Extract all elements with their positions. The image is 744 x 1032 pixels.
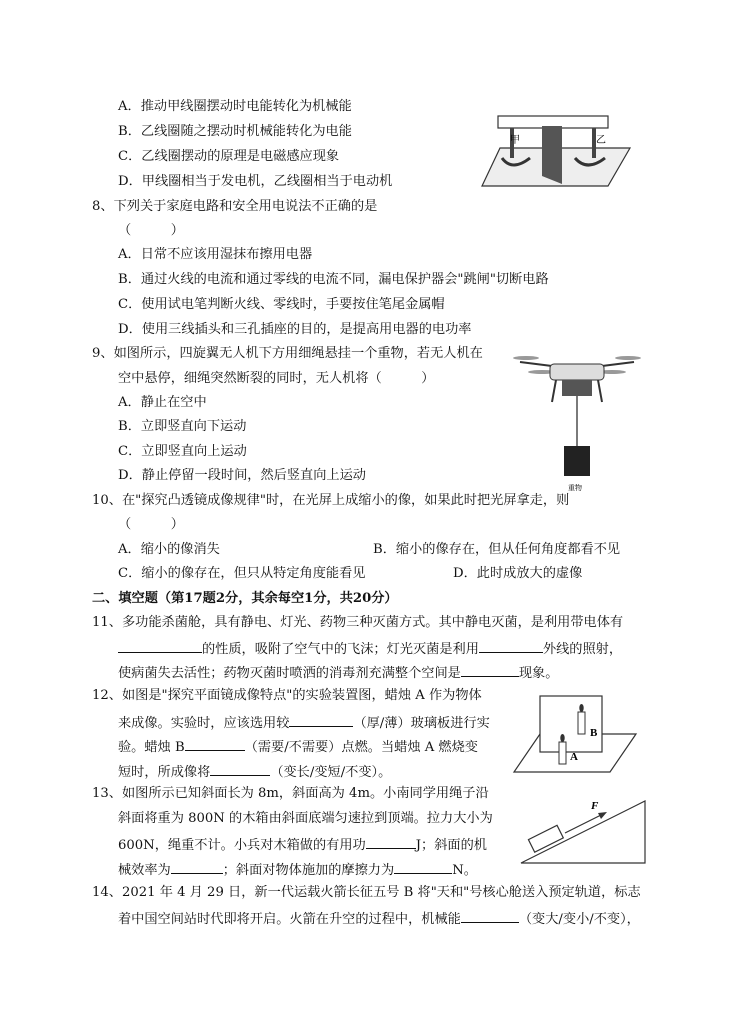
coil-label-jia: 甲 (510, 135, 520, 146)
q9-option-a: A．静止在空中 (118, 395, 207, 410)
q11-blank-1[interactable] (118, 638, 202, 653)
q7-option-a: A．推动甲线圈摆动时电能转化为机械能 (118, 99, 352, 114)
q7-option-d: D．甲线圈相当于发电机，乙线圈相当于电动机 (118, 174, 393, 189)
drone-weight-label: 重物 (568, 485, 582, 492)
q8-answer-paren: （ ） (118, 223, 184, 238)
q9-option-c: C．立即竖直向上运动 (118, 444, 247, 459)
q9-option-b: B．立即竖直向下运动 (118, 419, 247, 434)
q13-line1: 13、如图所示已知斜面长为 8m，斜面高为 4m。小南同学用绳子沿 (92, 786, 489, 801)
coil-label-yi: 乙 (596, 135, 606, 146)
q10-option-a: A．缩小的像消失 (118, 542, 220, 557)
q9-stem-line2: 空中悬停，细绳突然断裂的同时，无人机将（ ） (118, 371, 435, 386)
q12-blank-1[interactable] (289, 712, 353, 727)
q10-option-c: C．缩小的像存在，但只从特定角度能看见 (118, 566, 366, 581)
q10-option-d: D．此时成放大的虚像 (453, 566, 583, 581)
q14-line1: 14、2021 年 4 月 29 日，新一代运载火箭长征五号 B 将"天和"号核心舱送入预定轨道，标志 (92, 885, 641, 900)
q9-option-d: D．静止停留一段时间，然后竖直向上运动 (118, 468, 366, 483)
force-label: F (591, 800, 599, 812)
q13-line2: 斜面将重为 800N 的木箱由斜面底端匀速拉到顶端。拉力大小为 (118, 811, 493, 826)
q12-blank-2[interactable] (185, 736, 245, 751)
q11-line2: 的性质，吸附了空气中的飞沫；灯光灭菌是利用 外线的照射， (118, 638, 622, 659)
q14-blank-1[interactable] (461, 908, 519, 923)
incline-figure (515, 795, 655, 867)
q13-blank-2[interactable] (171, 859, 223, 874)
q10-stem: 10、在"探究凸透镜成像规律"时，在光屏上成缩小的像，如果此时把光屏拿走，则 (92, 493, 570, 508)
q8-option-a: A．日常不应该用湿抹布擦用电器 (118, 247, 313, 262)
q12-line2: 来成像。实验时，应该选用较 （厚/薄）玻璃板进行实 (118, 712, 490, 733)
q12-line3: 验。蜡烛 B （需要/不需要）点燃。当蜡烛 A 燃烧变 (118, 736, 478, 757)
q7-option-b: B．乙线圈随之摆动时机械能转化为电能 (118, 124, 352, 139)
section-title: 二、填空题（第17题2分，其余每空1分，共20分） (92, 591, 398, 606)
drone-figure (512, 348, 642, 498)
q13-line3: 600N，绳重不计。小兵对木箱做的有用功 J；斜面的机 (118, 834, 487, 855)
q13-line4: 械效率为 ；斜面对物体施加的摩擦力为 N。 (118, 859, 477, 880)
q11-line3: 使病菌失去活性；药物灭菌时喷洒的消毒剂充满整个空间是 现象。 (118, 662, 558, 683)
candle-label-b: B (590, 727, 598, 739)
q10-option-b: B．缩小的像存在，但从任何角度都看不见 (373, 542, 621, 557)
q10-answer-paren: （ ） (118, 517, 184, 532)
q8-stem: 8、下列关于家庭电路和安全用电说法不正确的是 (92, 199, 378, 214)
q8-option-d: D．使用三线插头和三孔插座的目的，是提高用电器的电功率 (118, 322, 472, 337)
q11-blank-2[interactable] (479, 638, 543, 653)
q9-stem-line1: 9、如图所示，四旋翼无人机下方用细绳悬挂一个重物，若无人机在 (92, 346, 483, 361)
q11-line1: 11、多功能杀菌舱，具有静电、灯光、药物三种灭菌方式。其中静电灭菌，是利用带电体有 (92, 615, 624, 630)
q7-option-c: C．乙线圈摆动的原理是电磁感应现象 (118, 149, 340, 164)
q11-blank-3[interactable] (461, 662, 519, 677)
candle-label-a: A (570, 751, 578, 763)
q8-option-b: B．通过火线的电流和通过零线的电流不同，漏电保护器会"跳闸"切断电路 (118, 272, 549, 287)
q14-line2: 着中国空间站时代即将开启。火箭在升空的过程中，机械能 （变大/变小/不变）， (118, 908, 640, 929)
q8-option-c: C．使用试电笔判断火线、零线时，手要按住笔尾金属帽 (118, 297, 445, 312)
q12-line1: 12、如图是"探究平面镜成像特点"的实验装置图，蜡烛 A 作为物体 (92, 688, 482, 703)
q12-blank-3[interactable] (210, 761, 270, 776)
q13-blank-1[interactable] (366, 834, 416, 849)
q12-line4: 短时，所成像将 （变长/变短/不变）。 (118, 761, 391, 782)
mirror-figure (510, 694, 640, 776)
q13-blank-3[interactable] (394, 859, 452, 874)
coil-figure (480, 96, 640, 192)
